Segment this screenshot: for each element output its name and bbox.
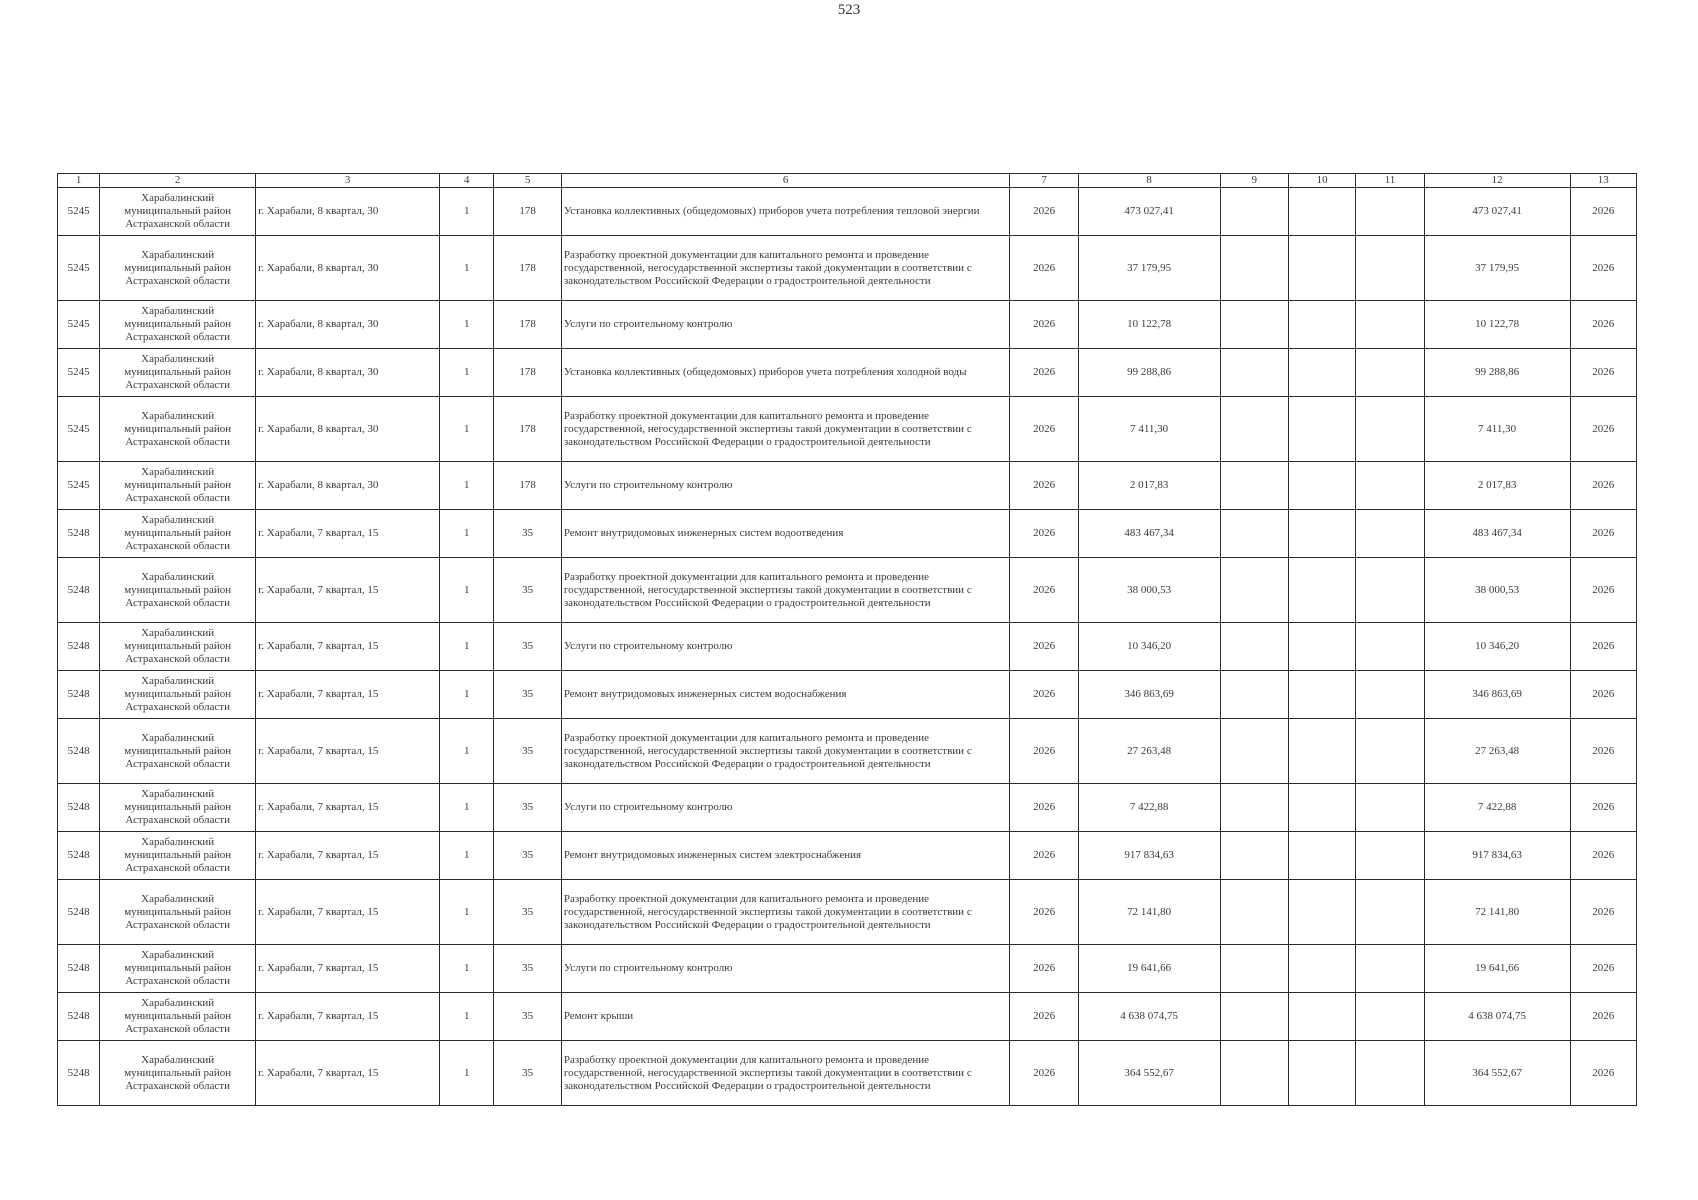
table-row	[58, 1041, 1637, 1106]
year-cell: 2026	[1010, 719, 1078, 784]
col11-cell	[1356, 993, 1424, 1041]
col11-cell	[1356, 397, 1424, 462]
year-cell: 2026	[1010, 510, 1078, 558]
table-row	[58, 880, 1637, 945]
cost-cell: 364 552,67	[1078, 1041, 1220, 1106]
col5-cell: 35	[494, 510, 561, 558]
col5-cell: 35	[494, 784, 561, 832]
row-id: 5248	[58, 510, 100, 558]
municipality-cell: Харабалинский муниципальный район Астраханской области	[100, 188, 256, 236]
col12-cost-cell: 483 467,34	[1424, 510, 1570, 558]
row-id: 5245	[58, 462, 100, 510]
column-number: 8	[1078, 174, 1220, 188]
table-row	[58, 623, 1637, 671]
col9-cell	[1220, 397, 1288, 462]
col5-cell: 35	[494, 945, 561, 993]
col9-cell	[1220, 945, 1288, 993]
col4-cell: 1	[440, 671, 494, 719]
cost-cell: 4 638 074,75	[1078, 993, 1220, 1041]
year-cell: 2026	[1010, 945, 1078, 993]
table-row	[58, 993, 1637, 1041]
year-cell: 2026	[1010, 349, 1078, 397]
column-number: 12	[1424, 174, 1570, 188]
row-id: 5248	[58, 993, 100, 1041]
col13-year-cell: 2026	[1570, 510, 1637, 558]
table-row	[58, 832, 1637, 880]
col4-cell: 1	[440, 623, 494, 671]
work-description-cell: Разработку проектной документации для капитального ремонта и проведение государственной, негосударственной экспертизы такой документации в соответствии с законодательством Российской Федерации о градостроительной деятельности	[561, 236, 1010, 301]
col4-cell: 1	[440, 880, 494, 945]
address-cell: г. Харабали, 7 квартал, 15	[256, 993, 440, 1041]
col9-cell	[1220, 784, 1288, 832]
col11-cell	[1356, 510, 1424, 558]
address-cell: г. Харабали, 7 квартал, 15	[256, 945, 440, 993]
address-cell: г. Харабали, 7 квартал, 15	[256, 1041, 440, 1106]
cost-cell: 483 467,34	[1078, 510, 1220, 558]
column-number: 10	[1288, 174, 1355, 188]
col9-cell	[1220, 510, 1288, 558]
row-id: 5245	[58, 349, 100, 397]
row-id: 5248	[58, 832, 100, 880]
col13-year-cell: 2026	[1570, 397, 1637, 462]
municipality-cell: Харабалинский муниципальный район Астраханской области	[100, 236, 256, 301]
col13-year-cell: 2026	[1570, 719, 1637, 784]
col11-cell	[1356, 880, 1424, 945]
address-cell: г. Харабали, 7 квартал, 15	[256, 784, 440, 832]
col5-cell: 35	[494, 832, 561, 880]
col9-cell	[1220, 880, 1288, 945]
municipality-cell: Харабалинский муниципальный район Астраханской области	[100, 832, 256, 880]
col9-cell	[1220, 832, 1288, 880]
col13-year-cell: 2026	[1570, 880, 1637, 945]
row-id: 5245	[58, 188, 100, 236]
address-cell: г. Харабали, 7 квартал, 15	[256, 510, 440, 558]
year-cell: 2026	[1010, 558, 1078, 623]
row-id: 5245	[58, 301, 100, 349]
col4-cell: 1	[440, 349, 494, 397]
address-cell: г. Харабали, 8 квартал, 30	[256, 301, 440, 349]
table-row	[58, 188, 1637, 236]
col4-cell: 1	[440, 719, 494, 784]
col5-cell: 35	[494, 558, 561, 623]
col4-cell: 1	[440, 993, 494, 1041]
work-description-cell: Разработку проектной документации для капитального ремонта и проведение государственной, негосударственной экспертизы такой документации в соответствии с законодательством Российской Федерации о градостроительной деятельности	[561, 880, 1010, 945]
col11-cell	[1356, 1041, 1424, 1106]
col5-cell: 35	[494, 671, 561, 719]
col9-cell	[1220, 993, 1288, 1041]
col12-cost-cell: 19 641,66	[1424, 945, 1570, 993]
col10-cell	[1288, 188, 1355, 236]
column-number: 3	[256, 174, 440, 188]
col11-cell	[1356, 301, 1424, 349]
col12-cost-cell: 7 411,30	[1424, 397, 1570, 462]
col9-cell	[1220, 558, 1288, 623]
col11-cell	[1356, 623, 1424, 671]
col9-cell	[1220, 671, 1288, 719]
row-id: 5248	[58, 558, 100, 623]
cost-cell: 346 863,69	[1078, 671, 1220, 719]
col10-cell	[1288, 880, 1355, 945]
municipality-cell: Харабалинский муниципальный район Астраханской области	[100, 945, 256, 993]
column-number: 1	[58, 174, 100, 188]
col13-year-cell: 2026	[1570, 236, 1637, 301]
row-id: 5248	[58, 719, 100, 784]
column-number: 11	[1356, 174, 1424, 188]
col5-cell: 178	[494, 349, 561, 397]
cost-cell: 99 288,86	[1078, 349, 1220, 397]
table-row	[58, 558, 1637, 623]
address-cell: г. Харабали, 7 квартал, 15	[256, 558, 440, 623]
municipality-cell: Харабалинский муниципальный район Астраханской области	[100, 719, 256, 784]
address-cell: г. Харабали, 8 квартал, 30	[256, 397, 440, 462]
col9-cell	[1220, 349, 1288, 397]
col13-year-cell: 2026	[1570, 1041, 1637, 1106]
row-id: 5248	[58, 784, 100, 832]
municipality-cell: Харабалинский муниципальный район Астраханской области	[100, 671, 256, 719]
col5-cell: 35	[494, 719, 561, 784]
year-cell: 2026	[1010, 462, 1078, 510]
address-cell: г. Харабали, 7 квартал, 15	[256, 623, 440, 671]
col5-cell: 178	[494, 301, 561, 349]
col13-year-cell: 2026	[1570, 832, 1637, 880]
col9-cell	[1220, 236, 1288, 301]
col5-cell: 178	[494, 188, 561, 236]
work-description-cell: Установка коллективных (общедомовых) приборов учета потребления тепловой энергии	[561, 188, 1010, 236]
col10-cell	[1288, 832, 1355, 880]
address-cell: г. Харабали, 7 квартал, 15	[256, 832, 440, 880]
municipality-cell: Харабалинский муниципальный район Астраханской области	[100, 880, 256, 945]
cost-cell: 37 179,95	[1078, 236, 1220, 301]
col12-cost-cell: 4 638 074,75	[1424, 993, 1570, 1041]
col4-cell: 1	[440, 236, 494, 301]
col10-cell	[1288, 558, 1355, 623]
col5-cell: 178	[494, 397, 561, 462]
municipality-cell: Харабалинский муниципальный район Астраханской области	[100, 784, 256, 832]
cost-cell: 7 422,88	[1078, 784, 1220, 832]
year-cell: 2026	[1010, 1041, 1078, 1106]
col12-cost-cell: 364 552,67	[1424, 1041, 1570, 1106]
col13-year-cell: 2026	[1570, 349, 1637, 397]
col11-cell	[1356, 832, 1424, 880]
address-cell: г. Харабали, 7 квартал, 15	[256, 880, 440, 945]
col10-cell	[1288, 1041, 1355, 1106]
work-description-cell: Услуги по строительному контролю	[561, 462, 1010, 510]
address-cell: г. Харабали, 7 квартал, 15	[256, 671, 440, 719]
col12-cost-cell: 72 141,80	[1424, 880, 1570, 945]
municipality-cell: Харабалинский муниципальный район Астраханской области	[100, 397, 256, 462]
col4-cell: 1	[440, 945, 494, 993]
col4-cell: 1	[440, 301, 494, 349]
cost-cell: 38 000,53	[1078, 558, 1220, 623]
col13-year-cell: 2026	[1570, 623, 1637, 671]
year-cell: 2026	[1010, 671, 1078, 719]
col11-cell	[1356, 188, 1424, 236]
col10-cell	[1288, 671, 1355, 719]
col12-cost-cell: 917 834,63	[1424, 832, 1570, 880]
municipality-cell: Харабалинский муниципальный район Астраханской области	[100, 301, 256, 349]
col13-year-cell: 2026	[1570, 301, 1637, 349]
year-cell: 2026	[1010, 880, 1078, 945]
col5-cell: 178	[494, 236, 561, 301]
column-number: 6	[561, 174, 1010, 188]
col5-cell: 35	[494, 880, 561, 945]
col4-cell: 1	[440, 188, 494, 236]
col11-cell	[1356, 349, 1424, 397]
address-cell: г. Харабали, 7 квартал, 15	[256, 719, 440, 784]
work-description-cell: Разработку проектной документации для капитального ремонта и проведение государственной, негосударственной экспертизы такой документации в соответствии с законодательством Российской Федерации о градостроительной деятельности	[561, 397, 1010, 462]
cost-cell: 27 263,48	[1078, 719, 1220, 784]
col4-cell: 1	[440, 784, 494, 832]
work-description-cell: Разработку проектной документации для капитального ремонта и проведение государственной, негосударственной экспертизы такой документации в соответствии с законодательством Российской Федерации о градостроительной деятельности	[561, 558, 1010, 623]
col12-cost-cell: 37 179,95	[1424, 236, 1570, 301]
col10-cell	[1288, 301, 1355, 349]
work-description-cell: Ремонт внутридомовых инженерных систем электроснабжения	[561, 832, 1010, 880]
work-description-cell: Услуги по строительному контролю	[561, 945, 1010, 993]
col4-cell: 1	[440, 462, 494, 510]
col13-year-cell: 2026	[1570, 671, 1637, 719]
row-id: 5245	[58, 397, 100, 462]
column-number: 5	[494, 174, 561, 188]
col12-cost-cell: 38 000,53	[1424, 558, 1570, 623]
table-row	[58, 671, 1637, 719]
col5-cell: 35	[494, 623, 561, 671]
table-row	[58, 301, 1637, 349]
cost-cell: 7 411,30	[1078, 397, 1220, 462]
municipality-cell: Харабалинский муниципальный район Астраханской области	[100, 623, 256, 671]
column-number: 2	[100, 174, 256, 188]
address-cell: г. Харабали, 8 квартал, 30	[256, 236, 440, 301]
year-cell: 2026	[1010, 236, 1078, 301]
work-description-cell: Услуги по строительному контролю	[561, 784, 1010, 832]
col13-year-cell: 2026	[1570, 945, 1637, 993]
table-row	[58, 236, 1637, 301]
col4-cell: 1	[440, 832, 494, 880]
col13-year-cell: 2026	[1570, 993, 1637, 1041]
col4-cell: 1	[440, 510, 494, 558]
col4-cell: 1	[440, 558, 494, 623]
municipality-cell: Харабалинский муниципальный район Астраханской области	[100, 993, 256, 1041]
col10-cell	[1288, 993, 1355, 1041]
work-description-cell: Ремонт внутридомовых инженерных систем водоотведения	[561, 510, 1010, 558]
col12-cost-cell: 99 288,86	[1424, 349, 1570, 397]
col10-cell	[1288, 349, 1355, 397]
col12-cost-cell: 346 863,69	[1424, 671, 1570, 719]
col9-cell	[1220, 1041, 1288, 1106]
work-description-cell: Услуги по строительному контролю	[561, 301, 1010, 349]
year-cell: 2026	[1010, 832, 1078, 880]
municipality-cell: Харабалинский муниципальный район Астраханской области	[100, 558, 256, 623]
col10-cell	[1288, 623, 1355, 671]
address-cell: г. Харабали, 8 квартал, 30	[256, 462, 440, 510]
year-cell: 2026	[1010, 188, 1078, 236]
year-cell: 2026	[1010, 784, 1078, 832]
work-description-cell: Разработку проектной документации для капитального ремонта и проведение государственной, негосударственной экспертизы такой документации в соответствии с законодательством Российской Федерации о градостроительной деятельности	[561, 719, 1010, 784]
municipality-cell: Харабалинский муниципальный район Астраханской области	[100, 349, 256, 397]
col5-cell: 35	[494, 1041, 561, 1106]
municipality-cell: Харабалинский муниципальный район Астраханской области	[100, 1041, 256, 1106]
table-body	[58, 188, 1637, 1106]
col10-cell	[1288, 462, 1355, 510]
cost-cell: 72 141,80	[1078, 880, 1220, 945]
col9-cell	[1220, 719, 1288, 784]
col12-cost-cell: 7 422,88	[1424, 784, 1570, 832]
address-cell: г. Харабали, 8 квартал, 30	[256, 188, 440, 236]
col5-cell: 178	[494, 462, 561, 510]
column-number: 9	[1220, 174, 1288, 188]
col11-cell	[1356, 784, 1424, 832]
cost-cell: 19 641,66	[1078, 945, 1220, 993]
col4-cell: 1	[440, 397, 494, 462]
column-number: 7	[1010, 174, 1078, 188]
table-row	[58, 719, 1637, 784]
work-description-cell: Разработку проектной документации для капитального ремонта и проведение государственной, негосударственной экспертизы такой документации в соответствии с законодательством Российской Федерации о градостроительной деятельности	[561, 1041, 1010, 1106]
col11-cell	[1356, 236, 1424, 301]
column-number: 13	[1570, 174, 1637, 188]
repair-schedule-table	[57, 173, 1637, 1106]
col11-cell	[1356, 719, 1424, 784]
table-row	[58, 462, 1637, 510]
row-id: 5248	[58, 1041, 100, 1106]
col9-cell	[1220, 623, 1288, 671]
row-id: 5245	[58, 236, 100, 301]
col10-cell	[1288, 945, 1355, 993]
municipality-cell: Харабалинский муниципальный район Астраханской области	[100, 462, 256, 510]
col12-cost-cell: 2 017,83	[1424, 462, 1570, 510]
col10-cell	[1288, 236, 1355, 301]
table-row	[58, 945, 1637, 993]
cost-cell: 10 346,20	[1078, 623, 1220, 671]
table-row	[58, 349, 1637, 397]
cost-cell: 10 122,78	[1078, 301, 1220, 349]
page-number: 523	[837, 2, 861, 18]
year-cell: 2026	[1010, 301, 1078, 349]
col9-cell	[1220, 462, 1288, 510]
col11-cell	[1356, 462, 1424, 510]
col13-year-cell: 2026	[1570, 558, 1637, 623]
col9-cell	[1220, 301, 1288, 349]
col12-cost-cell: 10 346,20	[1424, 623, 1570, 671]
row-id: 5248	[58, 945, 100, 993]
col5-cell: 35	[494, 993, 561, 1041]
column-number-row	[58, 174, 1637, 188]
work-description-cell: Услуги по строительному контролю	[561, 623, 1010, 671]
col13-year-cell: 2026	[1570, 784, 1637, 832]
cost-cell: 917 834,63	[1078, 832, 1220, 880]
year-cell: 2026	[1010, 623, 1078, 671]
col12-cost-cell: 27 263,48	[1424, 719, 1570, 784]
municipality-cell: Харабалинский муниципальный район Астраханской области	[100, 510, 256, 558]
col9-cell	[1220, 188, 1288, 236]
year-cell: 2026	[1010, 993, 1078, 1041]
year-cell: 2026	[1010, 397, 1078, 462]
work-description-cell: Ремонт крыши	[561, 993, 1010, 1041]
col12-cost-cell: 473 027,41	[1424, 188, 1570, 236]
col10-cell	[1288, 719, 1355, 784]
col10-cell	[1288, 397, 1355, 462]
row-id: 5248	[58, 671, 100, 719]
col13-year-cell: 2026	[1570, 462, 1637, 510]
address-cell: г. Харабали, 8 квартал, 30	[256, 349, 440, 397]
cost-cell: 473 027,41	[1078, 188, 1220, 236]
col11-cell	[1356, 671, 1424, 719]
table-row	[58, 510, 1637, 558]
row-id: 5248	[58, 623, 100, 671]
table-row	[58, 397, 1637, 462]
cost-cell: 2 017,83	[1078, 462, 1220, 510]
column-number: 4	[440, 174, 494, 188]
col11-cell	[1356, 558, 1424, 623]
col4-cell: 1	[440, 1041, 494, 1106]
col10-cell	[1288, 510, 1355, 558]
col12-cost-cell: 10 122,78	[1424, 301, 1570, 349]
table-row	[58, 784, 1637, 832]
col10-cell	[1288, 784, 1355, 832]
work-description-cell: Установка коллективных (общедомовых) приборов учета потребления холодной воды	[561, 349, 1010, 397]
row-id: 5248	[58, 880, 100, 945]
col11-cell	[1356, 945, 1424, 993]
work-description-cell: Ремонт внутридомовых инженерных систем водоснабжения	[561, 671, 1010, 719]
col13-year-cell: 2026	[1570, 188, 1637, 236]
